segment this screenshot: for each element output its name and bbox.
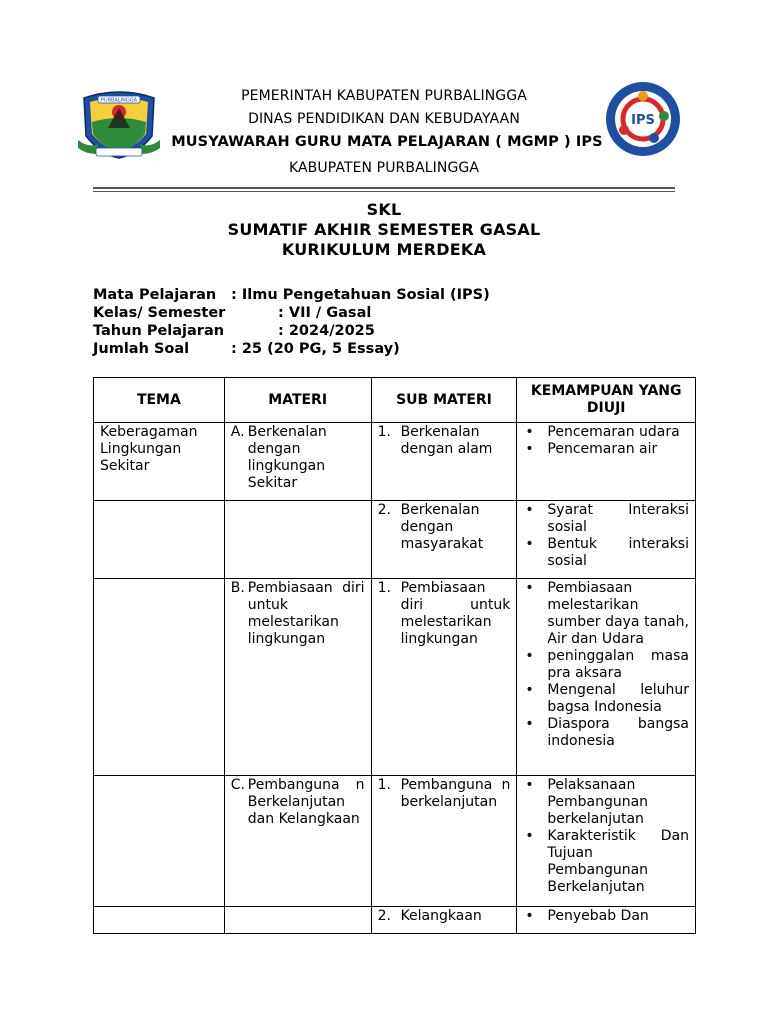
kemampuan-text: Pelaksanaan Pembangunan berkelanjutan <box>547 777 649 827</box>
sub-materi-number: 2. <box>377 502 391 518</box>
materi-item <box>231 777 365 828</box>
cell-materi <box>224 579 371 776</box>
info-question-count-label: Jumlah Soal <box>93 341 190 357</box>
table-row <box>94 423 696 501</box>
materi-text: Berkenalan dengan lingkungan Sekitar <box>247 424 327 491</box>
kemampuan-text: Syarat Interaksi sosial <box>547 502 689 535</box>
kemampuan-list <box>523 502 689 570</box>
bullet-icon: • <box>525 828 534 844</box>
bullet-icon: • <box>525 424 534 440</box>
table-row <box>94 579 696 776</box>
kemampuan-list <box>523 424 689 458</box>
cell-kemampuan <box>517 907 696 934</box>
kemampuan-text: Bentuk interaksi sosial <box>547 536 689 569</box>
list-item <box>523 502 689 536</box>
sub-materi-item <box>378 424 511 458</box>
table-row <box>94 501 696 579</box>
header-kemampuan: KEMAMPUAN YANG DIUJI <box>517 378 696 423</box>
sub-materi-text: Pembanguna n berkelanjutan <box>400 777 511 810</box>
list-item <box>523 828 689 896</box>
cell-materi <box>224 423 371 501</box>
skl-table <box>93 377 696 934</box>
cell-kemampuan <box>517 501 696 579</box>
info-question-count-value: : 25 (20 PG, 5 Essay) <box>231 341 400 357</box>
doc-title-skl: SKL <box>366 200 402 219</box>
sub-materi-item <box>378 908 511 925</box>
bullet-icon: • <box>525 648 534 664</box>
logo-left-caption: PURBALINGGA <box>100 97 138 104</box>
cell-sub-materi <box>371 579 517 776</box>
letterhead-mgmp <box>160 134 614 150</box>
kemampuan-text: Penyebab Dan <box>547 908 649 924</box>
bullet-icon: • <box>525 682 534 698</box>
cell-tema <box>94 907 225 934</box>
table-row <box>94 776 696 907</box>
doc-title-assessment: SUMATIF AKHIR SEMESTER GASAL <box>227 220 541 239</box>
sub-materi-item <box>378 580 511 648</box>
sub-materi-text: Berkenalan dengan masyarakat <box>400 502 484 552</box>
cell-kemampuan <box>517 423 696 501</box>
sub-materi-text: Berkenalan dengan alam <box>400 424 493 457</box>
list-item <box>523 648 689 682</box>
cell-materi <box>224 776 371 907</box>
cell-materi <box>224 907 371 934</box>
list-item <box>523 908 689 925</box>
svg-text:IPS: IPS <box>631 113 655 128</box>
kemampuan-text: Pencemaran udara <box>547 424 680 440</box>
materi-marker: A. <box>230 424 245 440</box>
info-year-value: : 2024/2025 <box>278 323 375 339</box>
list-item <box>523 536 689 570</box>
info-subject-label: Mata Pelajaran <box>93 287 217 303</box>
cell-tema <box>94 776 225 907</box>
letterhead-divider-thin <box>93 191 675 192</box>
letterhead-regency: KABUPATEN PURBALINGGA <box>288 160 480 176</box>
kemampuan-list <box>523 908 689 925</box>
bullet-icon: • <box>525 908 534 924</box>
info-year-label: Tahun Pelajaran <box>93 323 225 339</box>
kemampuan-text: Pencemaran air <box>547 441 658 457</box>
header-materi: MATERI <box>224 378 371 423</box>
list-item <box>523 716 689 750</box>
kemampuan-text: Pembiasaan melestarikan sumber daya tanah, Air dan Udara <box>547 580 689 647</box>
list-item <box>523 682 689 716</box>
info-class-label: Kelas/ Semester <box>93 305 226 321</box>
kemampuan-text: Diaspora bangsa indonesia <box>547 716 689 749</box>
materi-marker: C. <box>230 777 246 793</box>
bullet-icon: • <box>525 716 534 732</box>
cell-materi <box>224 501 371 579</box>
materi-item <box>231 580 365 648</box>
doc-title-curriculum: KURIKULUM MERDEKA <box>281 240 487 259</box>
bullet-icon: • <box>525 580 534 596</box>
letterhead-divider <box>93 187 675 189</box>
sub-materi-text: Kelangkaan <box>400 908 482 924</box>
bullet-icon: • <box>525 441 534 457</box>
cell-sub-materi <box>371 501 517 579</box>
sub-materi-number: 2. <box>377 908 391 924</box>
letterhead-mgmp-text: MUSYAWARAH GURU MATA PELAJARAN ( MGMP ) IPS <box>171 134 603 150</box>
table-row <box>94 907 696 934</box>
materi-text: Pembanguna n Berkelanjutan dan Kelangkaan <box>247 777 365 827</box>
sub-materi-item <box>378 777 511 811</box>
cell-sub-materi <box>371 907 517 934</box>
cell-sub-materi <box>371 776 517 907</box>
materi-item <box>231 424 365 492</box>
bullet-icon: • <box>525 777 534 793</box>
header-tema: TEMA <box>94 378 225 423</box>
sub-materi-number: 1. <box>377 424 391 440</box>
bullet-icon: • <box>525 536 534 552</box>
list-item <box>523 580 689 648</box>
header-sub-materi: SUB MATERI <box>371 378 517 423</box>
list-item <box>523 777 689 828</box>
info-class-value: : VII / Gasal <box>278 305 372 321</box>
cell-tema <box>94 501 225 579</box>
table-header-row <box>94 378 696 423</box>
cell-kemampuan <box>517 776 696 907</box>
cell-sub-materi <box>371 423 517 501</box>
list-item <box>523 424 689 441</box>
sub-materi-number: 1. <box>377 580 391 596</box>
kemampuan-text: Mengenal leluhur bagsa Indonesia <box>547 682 689 715</box>
materi-text: Pembiasaan diri untuk melestarikan lingkungan <box>247 580 365 647</box>
sub-materi-number: 1. <box>377 777 391 793</box>
cell-tema <box>94 579 225 776</box>
materi-marker: B. <box>230 580 245 596</box>
sub-materi-item <box>378 502 511 553</box>
list-item <box>523 441 689 458</box>
letterhead-government: PEMERINTAH KABUPATEN PURBALINGGA <box>241 88 527 104</box>
kemampuan-text: peninggalan masa pra aksara <box>547 648 689 681</box>
bullet-icon: • <box>525 502 534 518</box>
kemampuan-text: Karakteristik Dan Tujuan Pembangunan Berkelanjutan <box>547 828 689 895</box>
cell-kemampuan <box>517 579 696 776</box>
kemampuan-list <box>523 580 689 750</box>
info-subject-value: : Ilmu Pengetahuan Sosial (IPS) <box>231 287 490 303</box>
kemampuan-list <box>523 777 689 896</box>
sub-materi-text: Pembiasaan diri untuk melestarikan lingkungan <box>400 580 511 647</box>
cell-tema: Keberagaman Lingkungan Sekitar <box>94 423 225 501</box>
letterhead-department: DINAS PENDIDIKAN DAN KEBUDAYAAN <box>248 111 520 127</box>
